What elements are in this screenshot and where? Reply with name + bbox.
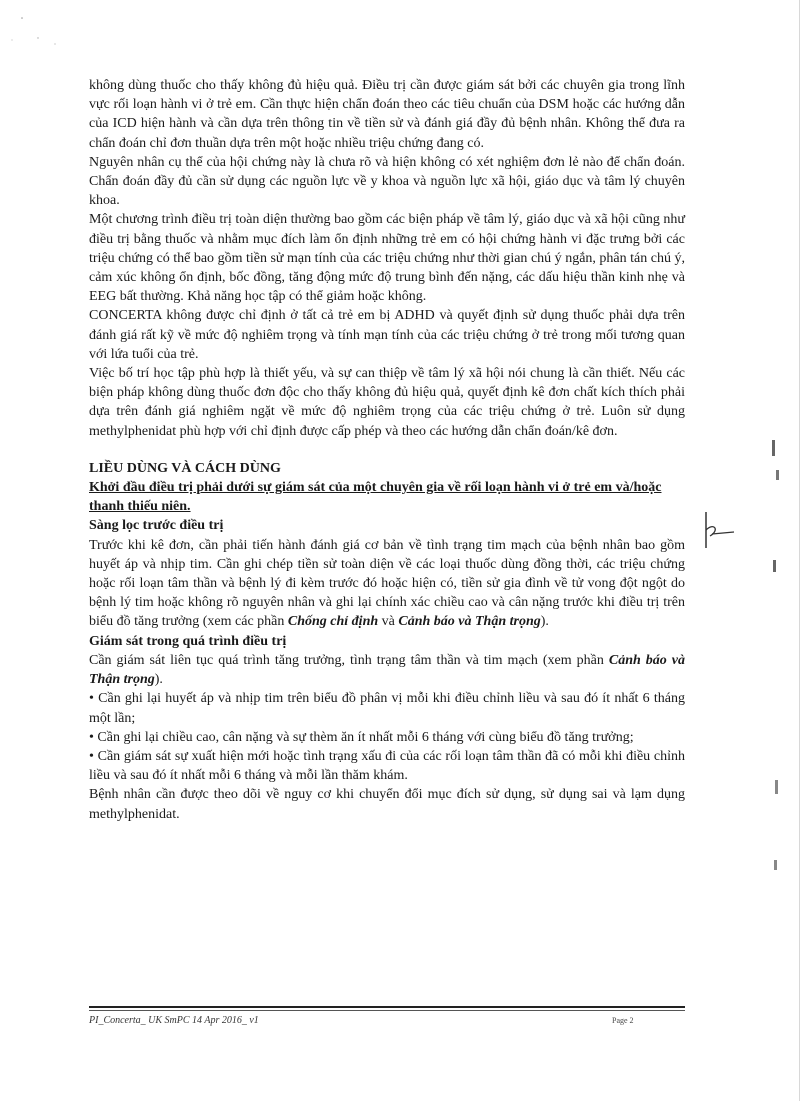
footer-rule [89, 1006, 685, 1011]
dosing-intro-note: Khởi đầu điều trị phải dưới sự giám sát của một chuyên gia về rối loạn hành vi ở trẻ em và/hoặc thanh thiếu niên. [89, 480, 662, 515]
bullet-item-1: • Cần ghi lại huyết áp và nhịp tim trên biểu đồ phân vị mỗi khi điều chỉnh liều và sau đó ít nhất 6 tháng một lần; [89, 691, 685, 726]
body-paragraph-2: Nguyên nhân cụ thể của hội chứng này là chưa rõ và hiện không có xét nghiệm đơn lẻ nào để chẩn đoán. Chẩn đoán đầy đủ cần sử dụng các nguồn lực về y khoa và nguồn lực xã hội, giáo dục và tâm lý chuyên khoa. [89, 154, 685, 209]
document-body [89, 76, 685, 824]
body-paragraph-1: không dùng thuốc cho thấy không đủ hiệu quả. Điều trị cần được giám sát bởi các chuyên gia trong lĩnh vực rối loạn hành vi ở trẻ em. Cần thực hiện chẩn đoán theo các tiêu chuẩn của DSM hoặc các hướng dẫn của ICD hiện hành và cần dựa trên thông tin về tiền sử và đánh giá đầy đủ bệnh nhân. Không thể đưa ra chẩn đoán chỉ đơn thuần dựa trên một hoặc nhiều triệu chứng đang có. [89, 78, 685, 151]
scan-specks [0, 0, 80, 60]
margin-annotation-mark [696, 510, 736, 550]
body-paragraph-5: Việc bố trí học tập phù hợp là thiết yếu, và sự can thiệp về tâm lý xã hội nói chung là cần thiết. Nếu các biện pháp không dùng thuốc đơn độc cho thấy không đủ hiệu quả, quyết định kê đơn chất kích thích phải dựa trên đánh giá nghiêm ngặt về mức độ nghiêm trọng của các triệu chứng ở trẻ. Luôn sử dụng methylphenidat phù hợp với chỉ định được cấp phép và theo các hướng dẫn chẩn đoán/kê đơn. [89, 366, 685, 439]
screening-text-c: ). [540, 614, 549, 630]
screening-text-b: và [378, 614, 399, 630]
margin-mark [772, 440, 775, 456]
margin-mark [776, 470, 779, 480]
section-heading-dosing: LIỀU DÙNG VÀ CÁCH DÙNG [89, 460, 281, 476]
monitoring-warnings-ref: Cảnh báo và Thận trọng [89, 652, 685, 688]
monitoring-heading: Giám sát trong quá trình điều trị [89, 633, 287, 649]
body-paragraph-4: CONCERTA không được chỉ định ở tất cả trẻ em bị ADHD và quyết định sử dụng thuốc phải dựa trên đánh giá rất kỹ về mức độ nghiêm trọng và tính mạn tính của các triệu chứng ở trẻ trong mối tương quan với lứa tuổi của trẻ. [89, 308, 685, 362]
margin-mark [773, 560, 776, 572]
contraindications-ref: Chống chỉ định [287, 614, 379, 630]
footer-page-number: Page 2 [612, 1016, 634, 1025]
screening-paragraph [89, 536, 685, 632]
closing-paragraph: Bệnh nhân cần được theo dõi về nguy cơ khi chuyển đổi mục đích sử dụng, sử dụng sai và lạm dụng methylphenidat. [89, 787, 685, 822]
screening-text-a: Trước khi kê đơn, cần phải tiến hành đánh giá cơ bản về tình trạng tim mạch của bệnh nhân bao gồm huyết áp và nhịp tim. Cần ghi chép tiền sử toàn diện về các loại thuốc dùng đồng thời, các triệu chứng hoặc rối loạn tâm thần và bệnh lý đi kèm trước đó hoặc hiện có, tiền sử gia đình về tử vong đột ngột do bệnh lý tim hoặc không rõ nguyên nhân và ghi lại chính xác chiều cao và cân nặng trước khi điều trị trên biểu đồ tăng trưởng (xem các phần [89, 537, 685, 630]
margin-mark [774, 860, 777, 870]
footer-doc-ref: PI_Concerta_ UK SmPC 14 Apr 2016_ v1 [89, 1015, 259, 1026]
margin-mark [775, 780, 778, 794]
screening-heading: Sàng lọc trước điều trị [89, 518, 224, 534]
bullet-item-3: • Cần giám sát sự xuất hiện mới hoặc tình trạng xấu đi của các rối loạn tâm thần đã có mỗi khi điều chỉnh liều và sau đó ít nhất mỗi 6 tháng và mỗi lần thăm khám. [89, 748, 685, 784]
monitoring-text-b: ). [154, 672, 163, 688]
monitoring-text-a: Cần giám sát liên tục quá trình tăng trưởng, tình trạng tâm thần và tim mạch (xem phần [89, 652, 609, 668]
bullet-item-2: • Cần ghi lại chiều cao, cân nặng và sự thèm ăn ít nhất mỗi 6 tháng với cùng biểu đồ tăng trưởng; [89, 729, 634, 745]
body-paragraph-3: Một chương trình điều trị toàn diện thường bao gồm các biện pháp về tâm lý, giáo dục và xã hội cũng như điều trị bằng thuốc và nhằm mục đích làm ổn định những trẻ em có hội chứng hành vi đặc trưng bởi các triệu chứng có thể bao gồm tiền sử mạn tính của các triệu chứng như thời gian chú ý ngắn, phân tán chú ý, cảm xúc không ổn định, bốc đồng, tăng động mức độ trung bình đến nặng, các dấu hiệu thần kinh nhẹ và EEG bất thường. Khả năng học tập có thể giảm hoặc không. [89, 212, 685, 305]
warnings-ref: Cảnh báo và Thận trọng [398, 614, 541, 630]
monitoring-paragraph [89, 651, 685, 689]
